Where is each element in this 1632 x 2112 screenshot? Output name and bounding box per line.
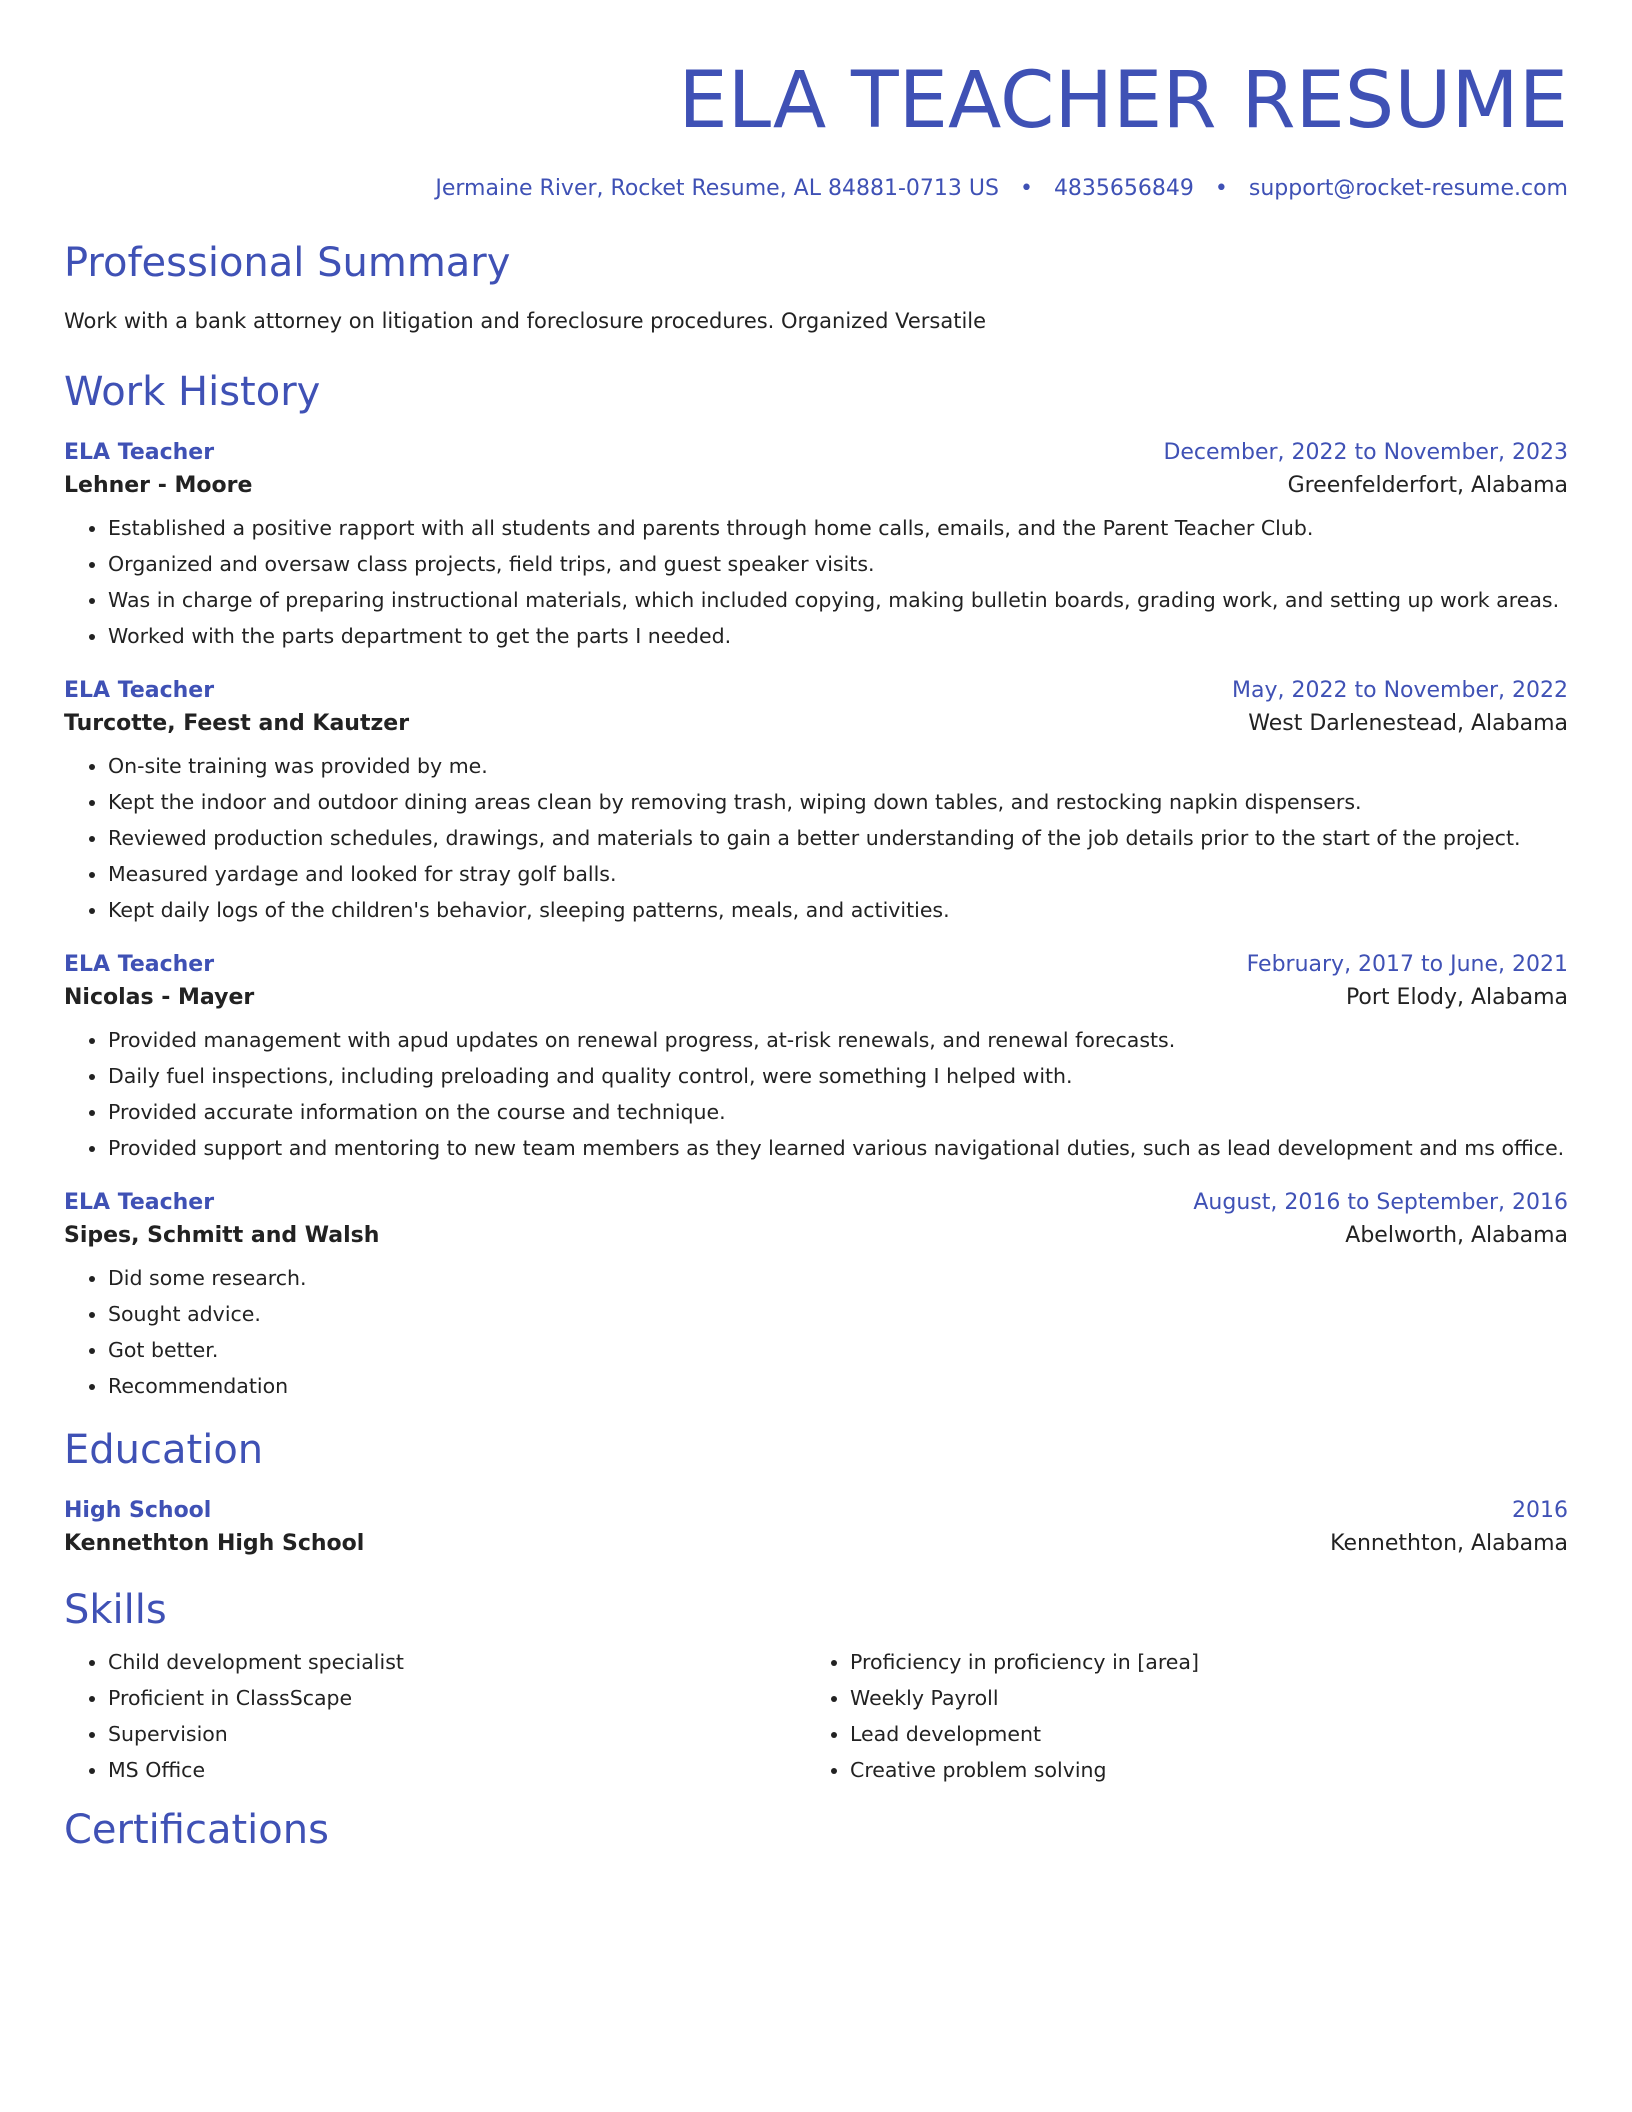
job-company: Turcotte, Feest and Kautzer bbox=[64, 711, 410, 737]
skill-item: • Supervision bbox=[108, 1716, 806, 1752]
job-duties-list bbox=[64, 1260, 1568, 1404]
skill-item: • Child development specialist bbox=[108, 1644, 806, 1680]
skills-heading: Skills bbox=[64, 1587, 167, 1634]
job-dates: December, 2022 to November, 2023 bbox=[1163, 440, 1568, 466]
education-year: 2016 bbox=[1512, 1498, 1568, 1524]
skill-item: • MS Office bbox=[108, 1752, 806, 1788]
skill-item: • Proficiency in proficiency in [area] bbox=[850, 1644, 1548, 1680]
job-location: West Darlenestead, Alabama bbox=[1248, 711, 1568, 737]
job-duties-list bbox=[64, 748, 1568, 928]
job-title: ELA Teacher bbox=[64, 952, 215, 978]
education-school: Kennethton High School bbox=[64, 1531, 365, 1557]
contact-email: support@rocket-resume.com bbox=[1248, 176, 1568, 201]
job-company-row bbox=[64, 473, 1568, 498]
job-duty-item: • Established a positive rapport with all students and parents through home calls, emails, and the Parent Teacher Club. bbox=[108, 510, 1568, 546]
summary-heading: Professional Summary bbox=[64, 240, 511, 286]
education-location: Kennethton, Alabama bbox=[1330, 1531, 1568, 1557]
education-row bbox=[64, 1498, 1568, 1523]
job-duty-item: • Kept daily logs of the children's behavior, sleeping patterns, meals, and activities. bbox=[108, 892, 1568, 928]
skill-item: • Proficient in ClassScape bbox=[108, 1680, 806, 1716]
job-duty-item: • Provided accurate information on the course and technique. bbox=[108, 1094, 1568, 1130]
contact-separator: • bbox=[1019, 176, 1033, 201]
job-duty-item: • Measured yardage and looked for stray golf balls. bbox=[108, 856, 1568, 892]
job-duty-item: • Daily fuel inspections, including preloading and quality control, were something I helped with. bbox=[108, 1058, 1568, 1094]
job-duty-item: • Provided support and mentoring to new team members as they learned various navigational duties, such as lead development and ms office. bbox=[108, 1130, 1568, 1166]
job-title: ELA Teacher bbox=[64, 678, 215, 704]
job-header-row bbox=[64, 678, 1568, 703]
contact-separator: • bbox=[1214, 176, 1228, 201]
job-duties-list bbox=[64, 1022, 1568, 1166]
job-company: Sipes, Schmitt and Walsh bbox=[64, 1223, 380, 1249]
summary-text: Work with a bank attorney on litigation and foreclosure procedures. Organized Versatile bbox=[64, 309, 987, 333]
skill-item: • Lead development bbox=[850, 1716, 1548, 1752]
job-company: Lehner - Moore bbox=[64, 473, 253, 499]
certifications-heading: Certifications bbox=[64, 1807, 329, 1854]
skills-columns bbox=[64, 1644, 1568, 1788]
job-header-row bbox=[64, 440, 1568, 465]
job-entry bbox=[64, 678, 1568, 928]
job-entry bbox=[64, 952, 1568, 1166]
job-duty-item: • On-site training was provided by me. bbox=[108, 748, 1568, 784]
job-duty-item: • Got better. bbox=[108, 1332, 1568, 1368]
job-dates: May, 2022 to November, 2022 bbox=[1232, 678, 1568, 704]
contact-address: Jermaine River, Rocket Resume, AL 84881-0713 US bbox=[435, 176, 999, 201]
job-duty-item: • Organized and oversaw class projects, field trips, and guest speaker visits. bbox=[108, 546, 1568, 582]
job-location: Abelworth, Alabama bbox=[1345, 1223, 1568, 1249]
job-dates: February, 2017 to June, 2021 bbox=[1246, 952, 1568, 978]
job-title: ELA Teacher bbox=[64, 1190, 215, 1216]
skill-item: • Creative problem solving bbox=[850, 1752, 1548, 1788]
education-entry bbox=[64, 1498, 1568, 1556]
job-entry bbox=[64, 1190, 1568, 1404]
job-duty-item: • Sought advice. bbox=[108, 1296, 1568, 1332]
job-duty-item: • Worked with the parts department to get the parts I needed. bbox=[108, 618, 1568, 654]
job-company-row bbox=[64, 985, 1568, 1010]
education-row bbox=[64, 1531, 1568, 1556]
skills-list-left bbox=[64, 1644, 806, 1788]
job-duty-item: • Did some research. bbox=[108, 1260, 1568, 1296]
job-company-row bbox=[64, 1223, 1568, 1248]
job-location: Greenfelderfort, Alabama bbox=[1287, 473, 1568, 499]
resume-page bbox=[64, 0, 1568, 1854]
job-header-row bbox=[64, 1190, 1568, 1215]
education-degree: High School bbox=[64, 1498, 212, 1524]
resume-title: ELA TEACHER RESUME bbox=[678, 56, 1568, 146]
job-duty-item: • Was in charge of preparing instructional materials, which included copying, making bulletin boards, grading work, and setting up work areas. bbox=[108, 582, 1568, 618]
job-company: Nicolas - Mayer bbox=[64, 985, 255, 1011]
job-dates: August, 2016 to September, 2016 bbox=[1193, 1190, 1568, 1216]
job-entry bbox=[64, 440, 1568, 654]
job-duty-item: • Recommendation bbox=[108, 1368, 1568, 1404]
contact-phone: 4835656849 bbox=[1053, 176, 1194, 201]
work-history-heading: Work History bbox=[64, 369, 321, 416]
job-duty-item: • Reviewed production schedules, drawings, and materials to gain a better understanding of the job details prior to the start of the project. bbox=[108, 820, 1568, 856]
job-company-row bbox=[64, 711, 1568, 736]
job-header-row bbox=[64, 952, 1568, 977]
education-heading: Education bbox=[64, 1427, 264, 1474]
contact-line bbox=[64, 176, 1568, 201]
job-duty-item: • Provided management with apud updates on renewal progress, at-risk renewals, and renewal forecasts. bbox=[108, 1022, 1568, 1058]
job-title: ELA Teacher bbox=[64, 440, 215, 466]
job-duty-item: • Kept the indoor and outdoor dining areas clean by removing trash, wiping down tables, and restocking napkin dispensers. bbox=[108, 784, 1568, 820]
work-history-list bbox=[64, 440, 1568, 1404]
skills-list-right bbox=[806, 1644, 1548, 1788]
job-location: Port Elody, Alabama bbox=[1345, 985, 1568, 1011]
skill-item: • Weekly Payroll bbox=[850, 1680, 1548, 1716]
job-duties-list bbox=[64, 510, 1568, 654]
